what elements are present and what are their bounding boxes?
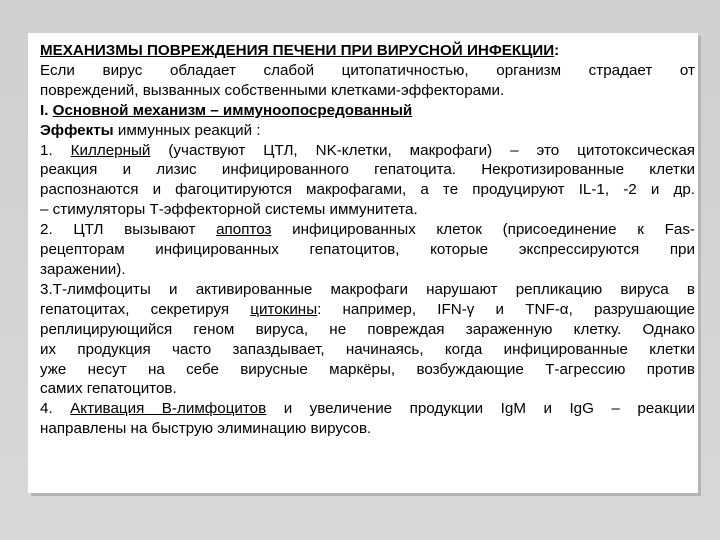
p1-line-3: распознаются и фагоцитируются макрофагами, а те продуцируют IL-1, -2 и др. — [40, 181, 695, 199]
p2-before: 2. ЦТЛ вызывают — [40, 221, 217, 239]
p4-line-1 — [40, 399, 695, 419]
p1-line-2: реакция и лизис инфицированного гепатоцита. Некротизированные клетки — [40, 161, 695, 179]
p3-line2-rest: : например, IFN-γ и TNF-α, разрушающие — [317, 300, 695, 318]
p1-term: Киллерный — [70, 141, 151, 159]
p1-prefix: 1. — [40, 141, 71, 159]
p1-line1-rest: (участвуют ЦТЛ, NK-клетки, макрофаги) – это цитотоксическая — [150, 141, 695, 159]
p3-line-6: самих гепатоцитов. — [40, 380, 177, 398]
p2-line-2: рецепторам инфицированных гепатоцитов, которые экспрессируются при — [40, 241, 695, 259]
heading-line — [40, 41, 695, 61]
p1-line-1 — [40, 141, 695, 161]
p3-line-1: 3.Т-лимфоциты и активированные макрофаги нарушают репликацию вируса в — [40, 280, 695, 298]
p3-line2-before: гепатоцитах, секретируя — [40, 300, 251, 318]
p3-line-2 — [40, 300, 695, 320]
p4-term: Активация В-лимфоцитов — [70, 400, 267, 418]
section-heading — [40, 101, 695, 121]
slide-text — [40, 41, 695, 439]
p1-line-4: – стимуляторы Т-эффекторной системы иммунитета. — [40, 201, 418, 219]
p4-line1-rest: и увеличение продукции IgM и IgG – реакции — [266, 400, 696, 418]
effects-label: Эффекты — [40, 121, 114, 139]
p4-line-2: направлены на быструю элиминацию вирусов. — [40, 420, 372, 438]
p3-line-3: реплицирующийся геном вируса, не повреждая зараженную клетку. Однако — [40, 320, 695, 338]
p3-line-5: уже несут на себе вирусные маркёры, возбуждающие Т-агрессию против — [40, 360, 695, 378]
effects-line — [40, 121, 695, 141]
section-title: Основной механизм – иммуноопосредованный — [52, 101, 413, 119]
p4-prefix: 4. — [40, 400, 71, 418]
p2-line-1 — [40, 220, 695, 240]
effects-rest: иммунных реакций : — [113, 121, 261, 139]
p3-line-4: их продукция часто запаздывает, начинаясь, когда инфицированные клетки — [40, 340, 695, 358]
p2-line-3: заражении). — [40, 260, 126, 278]
slide-heading: МЕХАНИЗМЫ ПОВРЕЖДЕНИЯ ПЕЧЕНИ ПРИ ВИРУСНОЙ ИНФЕКЦИИ — [40, 42, 555, 59]
intro-line-2: повреждений, вызванных собственными клетками-эффекторами. — [40, 81, 505, 99]
p2-line1-rest: инфицированных клеток (присоединение к Fas- — [271, 221, 695, 239]
heading-colon: : — [554, 42, 560, 59]
section-prefix: I. — [40, 101, 53, 119]
p3-term: цитокины — [250, 300, 318, 318]
intro-line-1: Если вирус обладает слабой цитопатичностью, организм страдает от — [40, 61, 695, 79]
p2-term: апоптоз — [216, 221, 272, 239]
